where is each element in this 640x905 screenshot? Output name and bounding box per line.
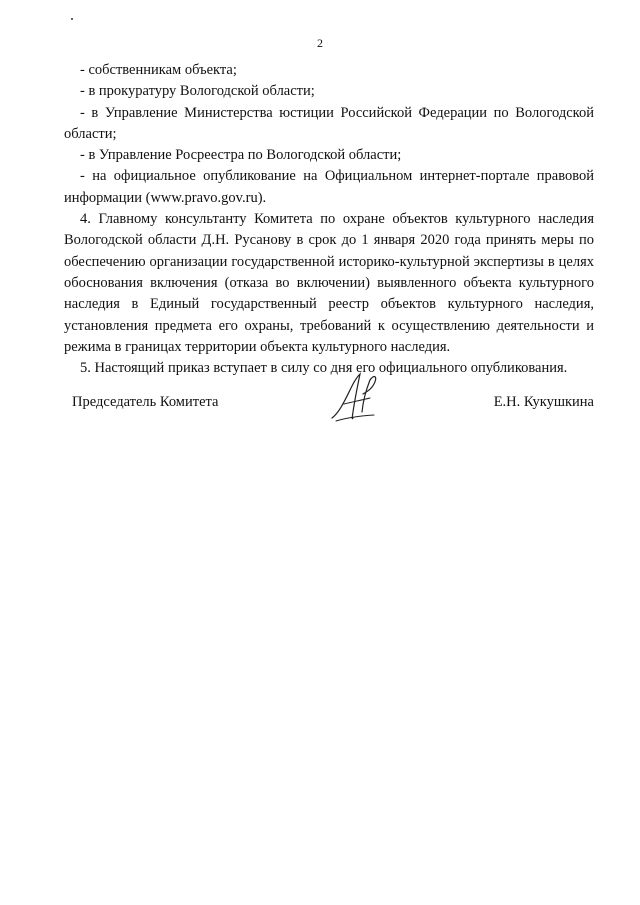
clause-4: 4. Главному консультанту Комитета по охране объектов культурного наследия Вологодской области Д.Н. Русанову в срок до 1 января 2020 года принять меры по обеспечению организации государственной историко-культурной экспертизы в целях обоснования включения (отказа во включении) выявленного объекта культурного наследия в Единый государственный реестр объектов культурного наследия, установления предмета его охраны, требований к осуществлению деятельности и режима в границах территории объекта культурного наследия.	[64, 211, 594, 355]
document-body	[64, 60, 594, 379]
distribution-item-rosreestr: - в Управление Росреестра по Вологодской области;	[80, 147, 402, 164]
handwritten-signature	[322, 368, 382, 428]
distribution-item-justice-ministry: - в Управление Министерства юстиции Российской Федерации по Вологодской области;	[64, 104, 594, 142]
distribution-item-prosecutor: - в прокуратуру Вологодской области;	[80, 83, 315, 100]
distribution-item-publication: - на официальное опубликование на Официальном интернет-портале правовой информации (www.pravo.gov.ru).	[64, 168, 594, 206]
signatory-position: Председатель Комитета	[72, 394, 219, 410]
distribution-item-owners: - собственникам объекта;	[80, 62, 237, 78]
scan-speck	[71, 18, 73, 20]
page-number: 2	[317, 36, 323, 50]
clause-5: 5. Настоящий приказ вступает в силу со дня его официального опубликования.	[80, 360, 568, 377]
signature-block	[72, 380, 594, 440]
signatory-name: Е.Н. Кукушкина	[493, 394, 594, 410]
